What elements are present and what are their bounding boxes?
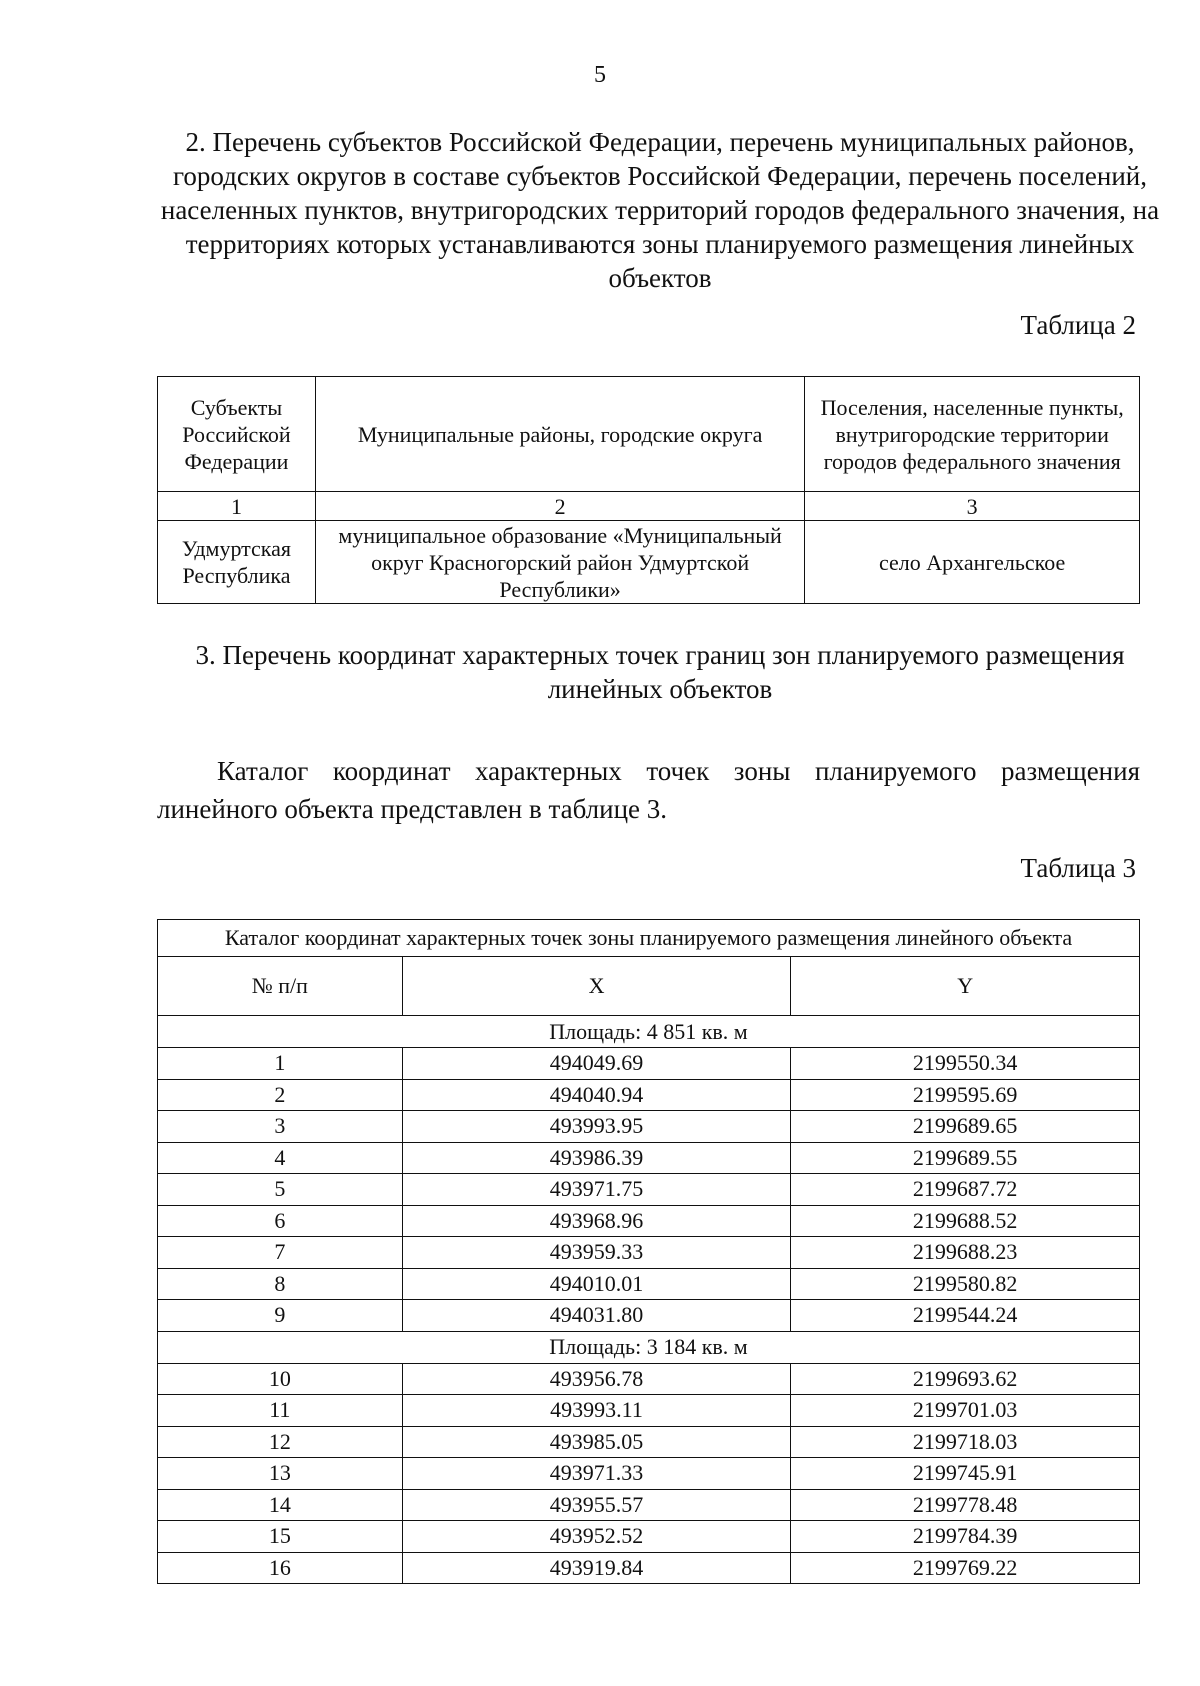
x-coordinate: 493955.57 xyxy=(402,1489,791,1521)
table-row xyxy=(158,1552,1140,1584)
y-coordinate: 2199595.69 xyxy=(791,1079,1140,1111)
table-2-data-row xyxy=(158,521,1140,604)
table-3-header-row xyxy=(158,957,1140,1016)
point-number: 4 xyxy=(158,1142,403,1174)
section-3-heading: 3. Перечень координат характерных точек границ зон планируемого размещения линейных объектов xyxy=(195,640,1125,704)
table-2-column-number: 1 xyxy=(158,492,316,521)
table-2-column-number: 2 xyxy=(315,492,804,521)
table-3-header-cell: № п/п xyxy=(158,957,403,1016)
table-3-header-cell: X xyxy=(402,957,791,1016)
y-coordinate: 2199689.55 xyxy=(791,1142,1140,1174)
table-2-cell: Удмуртская Республика xyxy=(158,521,316,604)
table-2-header-cell: Муниципальные районы, городские округа xyxy=(315,377,804,492)
x-coordinate: 493971.33 xyxy=(402,1458,791,1490)
x-coordinate: 493968.96 xyxy=(402,1205,791,1237)
point-number: 15 xyxy=(158,1521,403,1553)
table-3-header-cell: Y xyxy=(791,957,1140,1016)
point-number: 5 xyxy=(158,1174,403,1206)
table-row xyxy=(158,1300,1140,1332)
table-2-header-row xyxy=(158,377,1140,492)
table-2-header-cell: Субъекты Российской Федерации xyxy=(158,377,316,492)
point-number: 8 xyxy=(158,1268,403,1300)
y-coordinate: 2199688.23 xyxy=(791,1237,1140,1269)
y-coordinate: 2199544.24 xyxy=(791,1300,1140,1332)
point-number: 1 xyxy=(158,1048,403,1080)
y-coordinate: 2199689.65 xyxy=(791,1111,1140,1143)
table-2-label: Таблица 2 xyxy=(1020,310,1136,340)
x-coordinate: 493959.33 xyxy=(402,1237,791,1269)
table-row xyxy=(158,1142,1140,1174)
point-number: 13 xyxy=(158,1458,403,1490)
table-row xyxy=(158,1174,1140,1206)
table-3-area-row xyxy=(158,1016,1140,1048)
x-coordinate: 493956.78 xyxy=(402,1363,791,1395)
table-row xyxy=(158,1521,1140,1553)
y-coordinate: 2199550.34 xyxy=(791,1048,1140,1080)
table-2-header-cell: Поселения, населенные пункты, внутригородские территории городов федерального значения xyxy=(805,377,1140,492)
table-row xyxy=(158,1458,1140,1490)
table-2-cell: село Архангельское xyxy=(805,521,1140,604)
y-coordinate: 2199718.03 xyxy=(791,1426,1140,1458)
point-number: 14 xyxy=(158,1489,403,1521)
y-coordinate: 2199701.03 xyxy=(791,1395,1140,1427)
area-label: Площадь: 3 184 кв. м xyxy=(158,1331,1140,1363)
point-number: 16 xyxy=(158,1552,403,1584)
table-row xyxy=(158,1489,1140,1521)
table-2-column-number: 3 xyxy=(805,492,1140,521)
table-row xyxy=(158,1205,1140,1237)
table-3-area-row xyxy=(158,1331,1140,1363)
y-coordinate: 2199693.62 xyxy=(791,1363,1140,1395)
table-row xyxy=(158,1426,1140,1458)
table-2 xyxy=(157,376,1140,604)
x-coordinate: 494031.80 xyxy=(402,1300,791,1332)
point-number: 7 xyxy=(158,1237,403,1269)
y-coordinate: 2199580.82 xyxy=(791,1268,1140,1300)
table-row xyxy=(158,1268,1140,1300)
table-3-body xyxy=(158,1016,1140,1584)
point-number: 11 xyxy=(158,1395,403,1427)
section-2-heading: 2. Перечень субъектов Российской Федерации, перечень муниципальных районов, городских округов в составе субъектов Российской Федерации, перечень поселений, населенных пунктов, внутригородских территорий городов федерального значения, на территориях которых устанавливаются зоны планируемого размещения линейных объектов xyxy=(160,127,1160,293)
point-number: 3 xyxy=(158,1111,403,1143)
x-coordinate: 494049.69 xyxy=(402,1048,791,1080)
x-coordinate: 493993.11 xyxy=(402,1395,791,1427)
y-coordinate: 2199769.22 xyxy=(791,1552,1140,1584)
point-number: 12 xyxy=(158,1426,403,1458)
y-coordinate: 2199784.39 xyxy=(791,1521,1140,1553)
table-row xyxy=(158,1079,1140,1111)
table-row xyxy=(158,1363,1140,1395)
area-label: Площадь: 4 851 кв. м xyxy=(158,1016,1140,1048)
x-coordinate: 493986.39 xyxy=(402,1142,791,1174)
x-coordinate: 494040.94 xyxy=(402,1079,791,1111)
page-number: 5 xyxy=(594,62,606,88)
table-row xyxy=(158,1111,1140,1143)
table-row xyxy=(158,1395,1140,1427)
x-coordinate: 493952.52 xyxy=(402,1521,791,1553)
x-coordinate: 493971.75 xyxy=(402,1174,791,1206)
table-row xyxy=(158,1237,1140,1269)
x-coordinate: 494010.01 xyxy=(402,1268,791,1300)
table-2-cell: муниципальное образование «Муниципальный округ Красногорский район Удмуртской Республики» xyxy=(315,521,804,604)
x-coordinate: 493919.84 xyxy=(402,1552,791,1584)
table-3-caption: Каталог координат характерных точек зоны планируемого размещения линейного объекта xyxy=(158,920,1140,957)
table-2-column-number-row xyxy=(158,492,1140,521)
point-number: 10 xyxy=(158,1363,403,1395)
section-3-paragraph: Каталог координат характерных точек зоны планируемого размещения линейного объекта представлен в таблице 3. xyxy=(157,756,1140,824)
table-3-caption-row xyxy=(158,920,1140,957)
table-3-label: Таблица 3 xyxy=(1020,853,1136,883)
y-coordinate: 2199778.48 xyxy=(791,1489,1140,1521)
table-3 xyxy=(157,919,1140,1584)
x-coordinate: 493985.05 xyxy=(402,1426,791,1458)
point-number: 6 xyxy=(158,1205,403,1237)
y-coordinate: 2199688.52 xyxy=(791,1205,1140,1237)
x-coordinate: 493993.95 xyxy=(402,1111,791,1143)
point-number: 9 xyxy=(158,1300,403,1332)
point-number: 2 xyxy=(158,1079,403,1111)
y-coordinate: 2199687.72 xyxy=(791,1174,1140,1206)
table-row xyxy=(158,1048,1140,1080)
y-coordinate: 2199745.91 xyxy=(791,1458,1140,1490)
